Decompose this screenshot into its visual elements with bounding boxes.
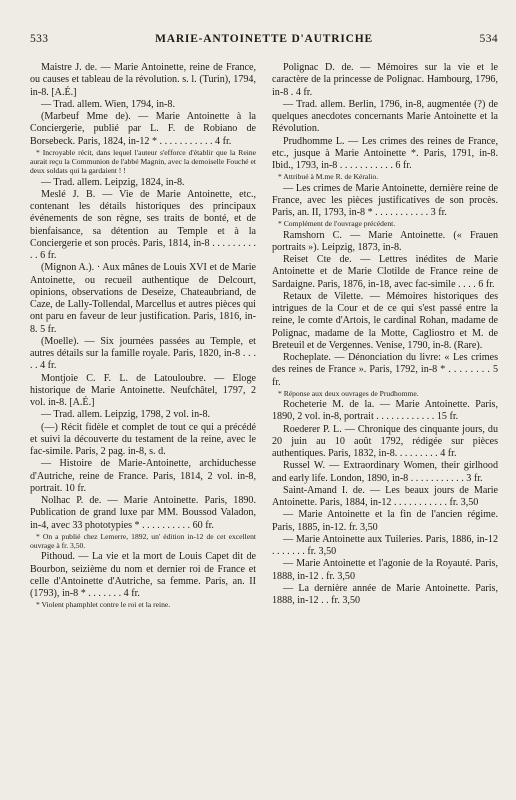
footnote: * On a publié chez Lemerre, 1892, un' édition in-12 de cet excellent ouvrage à fr. 3,50. bbox=[30, 531, 256, 551]
footnote: * Incroyable récit, dans lequel l'auteur s'efforce d'établir que la Reine aurait reçu la Communion de l'abbé Magnin, avec la demoiselle Fouché et deux soldats qui la gardaient ! ! bbox=[30, 147, 256, 176]
catalogue-entry: — Marie Antoinette et la fin de l'ancien régime. Paris, 1885, in-12. fr. 3,50 bbox=[272, 509, 498, 533]
footnote: * Réponse aux deux ouvrages de Prudhomme. bbox=[278, 388, 419, 398]
catalogue-entry: — Les crimes de Marie Antoinette, dernière reine de France, avec les pièces justificatives de son procès. Paris, an. II, 1793, in-8 * . . . . . . . . . . . 3 fr. bbox=[272, 182, 498, 219]
page-header bbox=[30, 33, 498, 49]
catalogue-entry: — Trad. allem. Leipzig, 1798, 2 vol. in-8. bbox=[41, 409, 211, 421]
catalogue-entry: — La dernière année de Marie Antoinette. Paris, 1888, in-12 . . fr. 3,50 bbox=[272, 582, 498, 607]
page-number-left: 533 bbox=[30, 33, 49, 45]
catalogue-entry: — Marie Antoinette aux Tuileries. Paris, 1886, in-12 . . . . . . . fr. 3,50 bbox=[272, 533, 498, 558]
catalogue-entry: Russel W. — Extraordinary Women, their girlhood and early life. London, 1890, in-8 . . . . . . . . . . . 3 fr. bbox=[272, 460, 498, 484]
right-column bbox=[272, 62, 498, 792]
catalogue-entry: Retaux de Vilette. — Mémoires historiques des intrigues de la Cour et de ce qui s'est passé entre la reine, le comte d'Artois, le cardinal Rohan, madame de Polignac, madame de la Motte, Cagliostro et M. de Breteuil et de Vergennes. Venise, 1790, in-8. (Rare). bbox=[272, 290, 498, 351]
catalogue-entry: Rocheplate. — Dénonciation du livre: « Les crimes des reines de France ». Paris, 1792, in-8 * . . . . . . . . 5 fr. bbox=[272, 352, 498, 388]
catalogue-entry: — Marie Antoinette et l'agonie de la Royauté. Paris, 1888, in-12 . fr. 3,50 bbox=[272, 558, 498, 582]
catalogue-entry: Pithoud. — La vie et la mort de Louis Capet dit de Bourbon, seizième du nom et dernier roi de France et celle d'Antoinette d'Autriche, sa femme. Paris, an. II (1793), in-8 * . . . . . . . 4 fr. bbox=[30, 551, 256, 600]
catalogue-entry: (Moelle). — Six journées passées au Temple, et autres détails sur la famille royale. Paris, 1820, in-8 . . . . . 4 fr. bbox=[30, 335, 256, 372]
page-number-right: 534 bbox=[479, 33, 498, 45]
catalogue-entry: Prudhomme L. — Les crimes des reines de France, etc., jusque à Marie Antoinette *. Paris, 1791, in-8. Ibid., 1793, in-8 . . . . . . . . . . . 6 fr. bbox=[272, 135, 498, 171]
left-column bbox=[30, 62, 256, 792]
catalogue-entry: — Trad. allem. Wien, 1794, in-8. bbox=[41, 98, 175, 110]
catalogue-entry: — Trad. allem. Berlin, 1796, in-8, augmentée (?) de quelques anecdotes concernants Marie Antoinette et la Révolution. bbox=[272, 98, 498, 135]
catalogue-entry: (Marbeuf Mme de). — Marie Antoinette à la Conciergerie, publié par L. F. de Robiano de Borsebeck. Paris, 1824, in-12 * . . . . . . . . . . . 4 fr. bbox=[30, 111, 256, 147]
columns bbox=[30, 62, 498, 792]
running-title: MARIE-ANTOINETTE D'AUTRICHE bbox=[155, 33, 373, 45]
catalogue-entry: Polignac D. de. — Mémoires sur la vie et le caractère de la princesse de Polignac. Hambourg, 1796, in-8 . 4 fr. bbox=[272, 62, 498, 98]
footnote: * Attribué à M.me R. de Kéralio. bbox=[278, 172, 379, 182]
catalogue-entry: Montjoie C. F. L. de Latouloubre. — Eloge historique de Marie Antoinette. Neufchâtel, 1797, 2 vol. in-8. [A.É.] bbox=[30, 372, 256, 409]
catalogue-entry: (Mignon A.). · Aux mânes de Louis XVI et de Marie Antoinette, ou recueil authentique de Delcourt, opinions, observations de Deseize, Chateaubriand, de Caze, de Lally-Tollendal, Marcellus et autres pièces qui ont paru en faveur de leur justification. Paris, 1816, in-8. 5 fr. bbox=[30, 262, 256, 335]
footnote: * Violent phamphlet contre le roi et la reine. bbox=[36, 600, 171, 610]
catalogue-entry: Roederer P. L. — Chronique des cinquante jours, du 20 juin au 10 août 1792, rédigée sur pièces authentiques. Paris, 1832, in-8. . . . . . . . . 4 fr. bbox=[272, 423, 498, 460]
catalogue-entry: Nolhac P. de. — Marie Antoinette. Paris, 1890. Publication de grand luxe par MM. Boussod Valadon, in-4, avec 33 phototypies * . . . . . . . . . . 60 fr. bbox=[30, 495, 256, 531]
catalogue-entry: Saint-Amand I. de. — Les beaux jours de Marie Antoinette. Paris, 1884, in-12 . . . . . . . . . . . fr. 3,50 bbox=[272, 484, 498, 509]
catalogue-entry: (—) Récit fidèle et complet de tout ce qui a précédé et suivi la découverte du testament de la reine, avec le fac-simile. Paris, 2 pag. in-8, s. d. bbox=[30, 421, 256, 458]
footnote: * Complément de l'ouvrage précédent. bbox=[278, 219, 396, 229]
catalogue-entry: Maistre J. de. — Marie Antoinette, reine de France, ou causes et tableau de la révolution. s. l. (Turin), 1794, in-8. [A.É.] bbox=[30, 62, 256, 98]
catalogue-entry: — Trad. allem. Leipzig, 1824, in-8. bbox=[41, 176, 185, 188]
catalogue-entry: Reiset Cte de. — Lettres inédites de Marie Antoinette et de Marie Clotilde de France reine de Sardaigne. Paris, 1876, in-18, avec fac-simile . . . . 6 fr. bbox=[272, 254, 498, 290]
catalogue-entry: Ramshorn C. — Marie Antoinette. (« Frauen portraits »). Leipzig, 1873, in-8. bbox=[272, 229, 498, 253]
catalogue-entry: Rocheterie M. de la. — Marie Antoinette. Paris, 1890, 2 vol. in-8, portrait . . . . . . . . . . . . 15 fr. bbox=[272, 399, 498, 423]
catalogue-entry: — Histoire de Marie-Antoinette, archiduchesse d'Autriche, reine de France. Paris, 1814, 2 vol. in-8, portrait. 10 fr. bbox=[30, 458, 256, 494]
catalogue-entry: Meslé J. B. — Vie de Marie Antoinette, etc., contenant les détails historiques des principaux événements de son règne, ses traits de bonté, et de bienfaisance, sa détention au Temple et à la Conciergerie et son procès. Paris, 1814, in-8 . . . . . . . . . . . 6 fr. bbox=[30, 188, 256, 262]
